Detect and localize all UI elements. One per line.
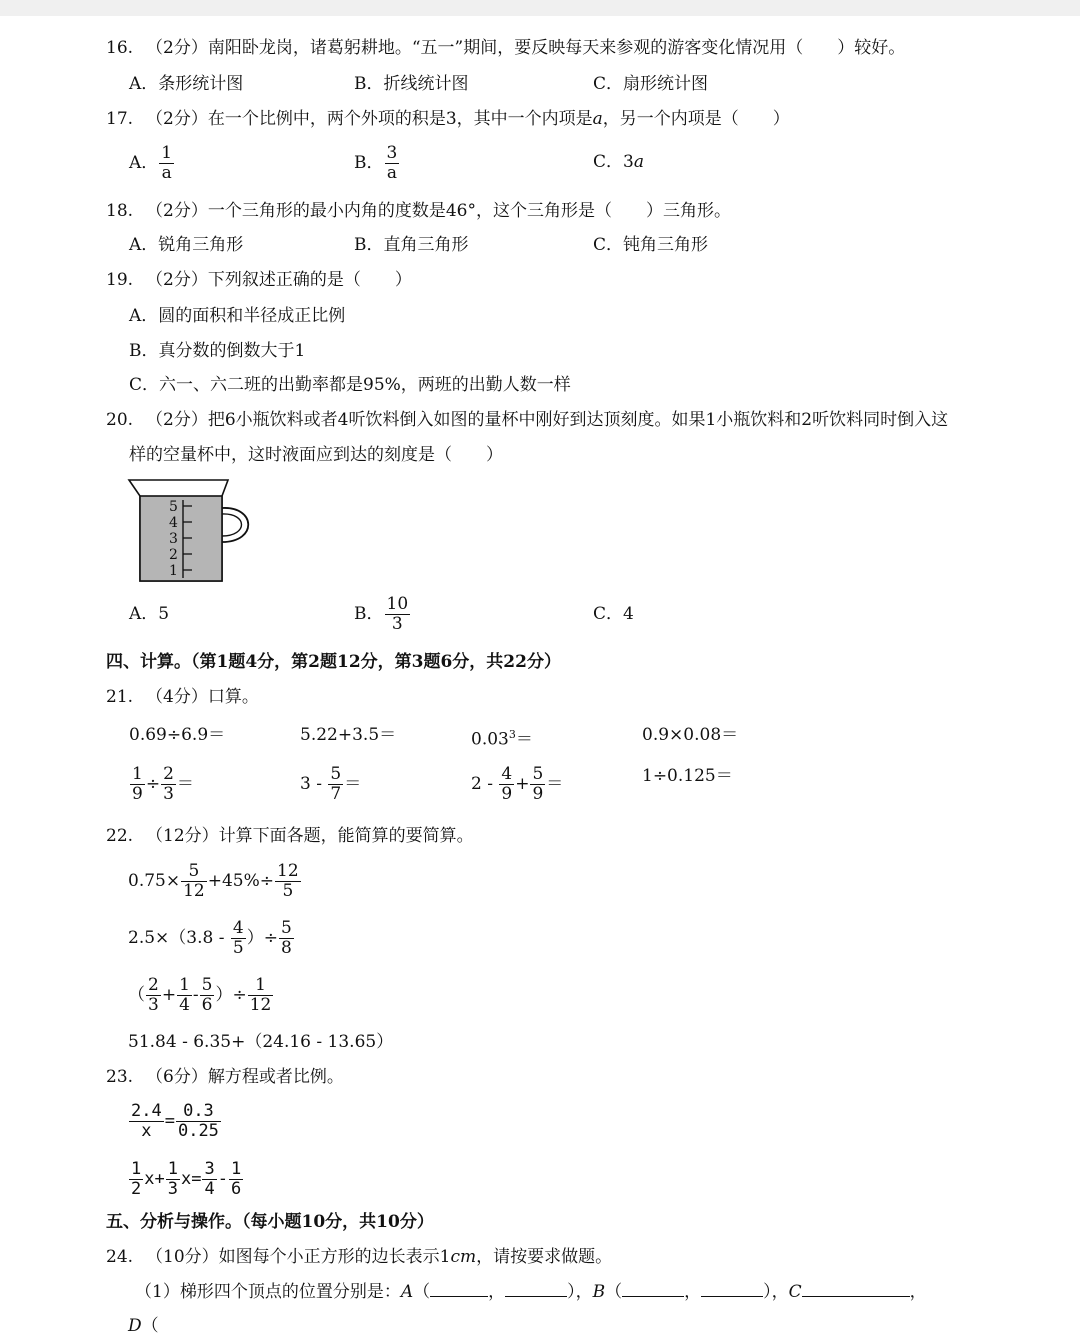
answer-blank-a-y[interactable]: [505, 1282, 567, 1297]
liquid-fill: [140, 496, 222, 581]
q23-number: 23.: [106, 1067, 134, 1087]
q22-stem: （12分）计算下面各题，能简算的要简算。: [146, 826, 474, 846]
section-5-heading: 五、分析与操作。（每小题10分，共10分）: [106, 1212, 434, 1232]
answer-blank-a-x[interactable]: [430, 1282, 488, 1297]
q22-problem-2: 2.5×（3.8 - $\frac{4}{5}$ ）÷ $\frac{5}{8}$: [128, 918, 292, 958]
q21-expr-3: $0.03^3=$: [471, 728, 533, 750]
scale-label-4: 4: [169, 515, 178, 531]
scale-label-3: 3: [169, 531, 178, 547]
q20-number: 20.: [106, 410, 134, 430]
cup-handle: [222, 508, 248, 542]
q23-equation-2: $\frac{1}{2}$ x+ $\frac{1}{3}$ x= $\frac{3}{4}$ - $\frac{1}{6}$: [131, 1158, 242, 1199]
q21-expr-2: 5.22+3.5＝: [300, 725, 397, 745]
q16-option-a: A．条形统计图: [129, 74, 244, 94]
q18-option-b: B．直角三角形: [354, 235, 469, 255]
q18-stem: （2分）一个三角形的最小内角的度数是46°，这个三角形是（ ）三角形。: [146, 201, 731, 221]
q20-option-b: B． $\frac{10}{3}$: [354, 594, 409, 634]
page-top-bar: [0, 0, 1080, 16]
q22-problem-4: 51.84 - 6.35+（24.16 - 13.65）: [128, 1032, 394, 1052]
scale-label-5: 5: [169, 499, 178, 515]
q18-option-a: A．锐角三角形: [129, 235, 244, 255]
q19-option-b: B．真分数的倒数大于1: [129, 341, 306, 361]
q18-option-c: C．钝角三角形: [593, 235, 709, 255]
q17-option-a: A． $\frac{1}{a}$: [129, 143, 173, 183]
q22-problem-3: （ $\frac{2}{3}$ + $\frac{1}{4}$ - $\frac{5}{6}$ ）÷ $\frac{1}{12}$: [128, 975, 272, 1015]
answer-blank-b-y[interactable]: [701, 1282, 763, 1297]
q18-number: 18.: [106, 201, 134, 221]
answer-blank-b-x[interactable]: [622, 1282, 684, 1297]
scale-label-1: 1: [169, 563, 178, 579]
q17-stem: （2分）在一个比例中，两个外项的积是3，其中一个内项是a，另一个内项是（ ）: [146, 109, 790, 129]
q24-number: 24.: [106, 1247, 134, 1267]
q19-option-a: A．圆的面积和半径成正比例: [129, 306, 346, 326]
q20-option-c: C．4: [593, 604, 634, 624]
q19-option-c: C．六一、六二班的出勤率都是95%，两班的出勤人数一样: [129, 375, 571, 395]
q19-number: 19.: [106, 270, 134, 290]
section-4-heading: 四、计算。（第1题4分，第2题12分，第3题6分，共22分）: [106, 652, 561, 672]
q16-number: 16.: [106, 38, 134, 58]
q23-equation-1: $\frac{2.4}{x}$ = $\frac{0.3}{0.25}$: [131, 1100, 219, 1141]
q24-sub-1-cont: D（: [128, 1316, 159, 1336]
q23-stem: （6分）解方程或者比例。: [146, 1067, 344, 1087]
q19-stem: （2分）下列叙述正确的是（ ）: [146, 270, 412, 290]
q17-option-c: C．3a: [593, 152, 644, 172]
measuring-cup-figure: [126, 476, 258, 586]
q22-number: 22.: [106, 826, 134, 846]
scale-label-2: 2: [169, 547, 178, 563]
q21-expr-8: 1÷0.125＝: [642, 766, 733, 786]
q16-option-b: B．折线统计图: [354, 74, 469, 94]
q24-stem: （10分）如图每个小正方形的边长表示1cm，请按要求做题。: [146, 1247, 613, 1267]
q21-expr-7: 2 - $\frac{4}{9}$ + $\frac{5}{9}$ ＝: [471, 764, 564, 804]
q17-option-b: B． $\frac{3}{a}$: [354, 143, 398, 183]
q22-problem-1: 0.75× $\frac{5}{12}$ +45%÷ $\frac{12}{5}$: [128, 861, 299, 901]
q21-expr-1: 0.69÷6.9＝: [129, 725, 226, 745]
q20-stem-line2: 样的空量杯中，这时液面应到达的刻度是（ ）: [129, 445, 503, 465]
q16-stem: （2分）南阳卧龙岗，诸葛躬耕地。“五一”期间，要反映每天来参观的游客变化情况用（ ）较好。: [146, 38, 906, 58]
q21-expr-5: $\frac{1}{9}$ ÷ $\frac{2}{3}$ ＝: [132, 764, 194, 804]
q17-number: 17.: [106, 109, 134, 129]
answer-blank-c[interactable]: [802, 1282, 910, 1297]
cup-handle-inner: [222, 514, 242, 536]
q21-expr-6: 3 - $\frac{5}{7}$ ＝: [300, 764, 362, 804]
q16-option-c: C．扇形统计图: [593, 74, 709, 94]
q20-stem-line1: （2分）把6小瓶饮料或者4听饮料倒入如图的量杯中刚好到达顶刻度。如果1小瓶饮料和2听饮料同时倒入这: [146, 410, 949, 430]
q21-number: 21.: [106, 687, 134, 707]
q21-expr-4: 0.9×0.08＝: [642, 725, 739, 745]
q24-sub-1: （1）梯形四个顶点的位置分别是：A（ ， ），B（ ， ），C ，: [135, 1282, 927, 1302]
q21-stem: （4分）口算。: [146, 687, 259, 707]
q20-option-a: A．5: [129, 604, 170, 624]
